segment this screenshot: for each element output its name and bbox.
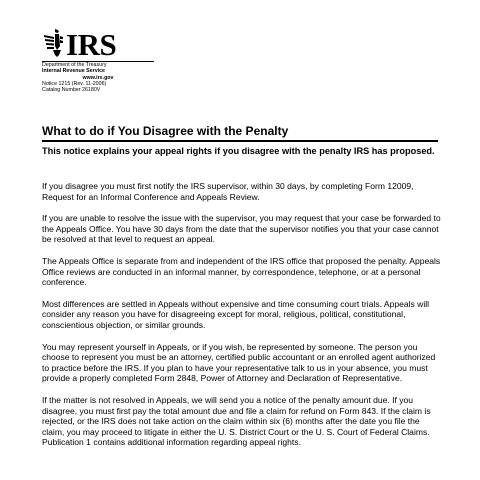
title-divider bbox=[42, 140, 438, 142]
website-link[interactable]: www.irs.gov bbox=[82, 74, 114, 81]
agency-name: Internal Revenue Service bbox=[42, 68, 106, 75]
intro-statement: This notice explains your appeal rights if you disagree with the penalty IRS has proposed. bbox=[42, 146, 435, 156]
irs-logo-text: IRS bbox=[66, 27, 117, 62]
paragraph-settlement: Most differences are settled in Appeals without expensive and time consuming court trials. Appeals will consider any reason you have for disagreeing except for moral, religious, political, constitutional, conscientious objection, or similar grounds. bbox=[42, 298, 430, 330]
notice-number: Notice 1215 (Rev. 11-2006) bbox=[42, 80, 107, 87]
department-name: Department of the Treasury bbox=[42, 62, 107, 68]
agency-header bbox=[42, 28, 154, 93]
page-title: What to do if You Disagree with the Penalty bbox=[42, 124, 289, 138]
eagle-emblem-icon bbox=[42, 28, 64, 58]
paragraph-appeals-forwarding: If you are unable to resolve the issue with the supervisor, you may request that your case be forwarded to the Appeals Office. You have 30 days from the date that the supervisor notifies you that your case cannot be resolved at that level to request an appeal. bbox=[42, 213, 441, 245]
paragraph-appeals-office: The Appeals Office is separate from and independent of the IRS office that proposed the penalty. Appeals Office reviews are conducted in an informal manner, by correspondence, telephone, or at a personal conference. bbox=[42, 255, 441, 288]
irs-logo bbox=[42, 27, 154, 62]
notice-body bbox=[42, 181, 442, 459]
paragraph-notify-supervisor: If you disagree you must first notify the IRS supervisor, within 30 days, by completing Form 12009, Request for an Informal Conference and Appeals Review. bbox=[42, 181, 414, 202]
paragraph-refund-claim: If the matter is not resolved in Appeals, we will send you a notice of the penalty amount due. If you disagree, you must first pay the total amount due and file a claim for refund on Form 843. If the claim is rejected, or the IRS does not take action on the claim within six (6) months after the date you file the claim, you may proceed to litigate in either the U. S. District Court or the U. S. Court of Federal Claims. Publication 1 contains additional information regarding appeal rights. bbox=[42, 394, 431, 448]
paragraph-representation: You may represent yourself in Appeals, or if you wish, be represented by someone. The person you choose to represent you must be an attorney, certified public accountant or an enrolled agent authorized to practice before the IRS. If you plan to have your representative talk to us in your absence, you must provide a properly completed Form 2848, Power of Attorney and Declaration of Representative. bbox=[42, 341, 436, 384]
catalog-number: Catalog Number 26180V bbox=[42, 87, 101, 94]
